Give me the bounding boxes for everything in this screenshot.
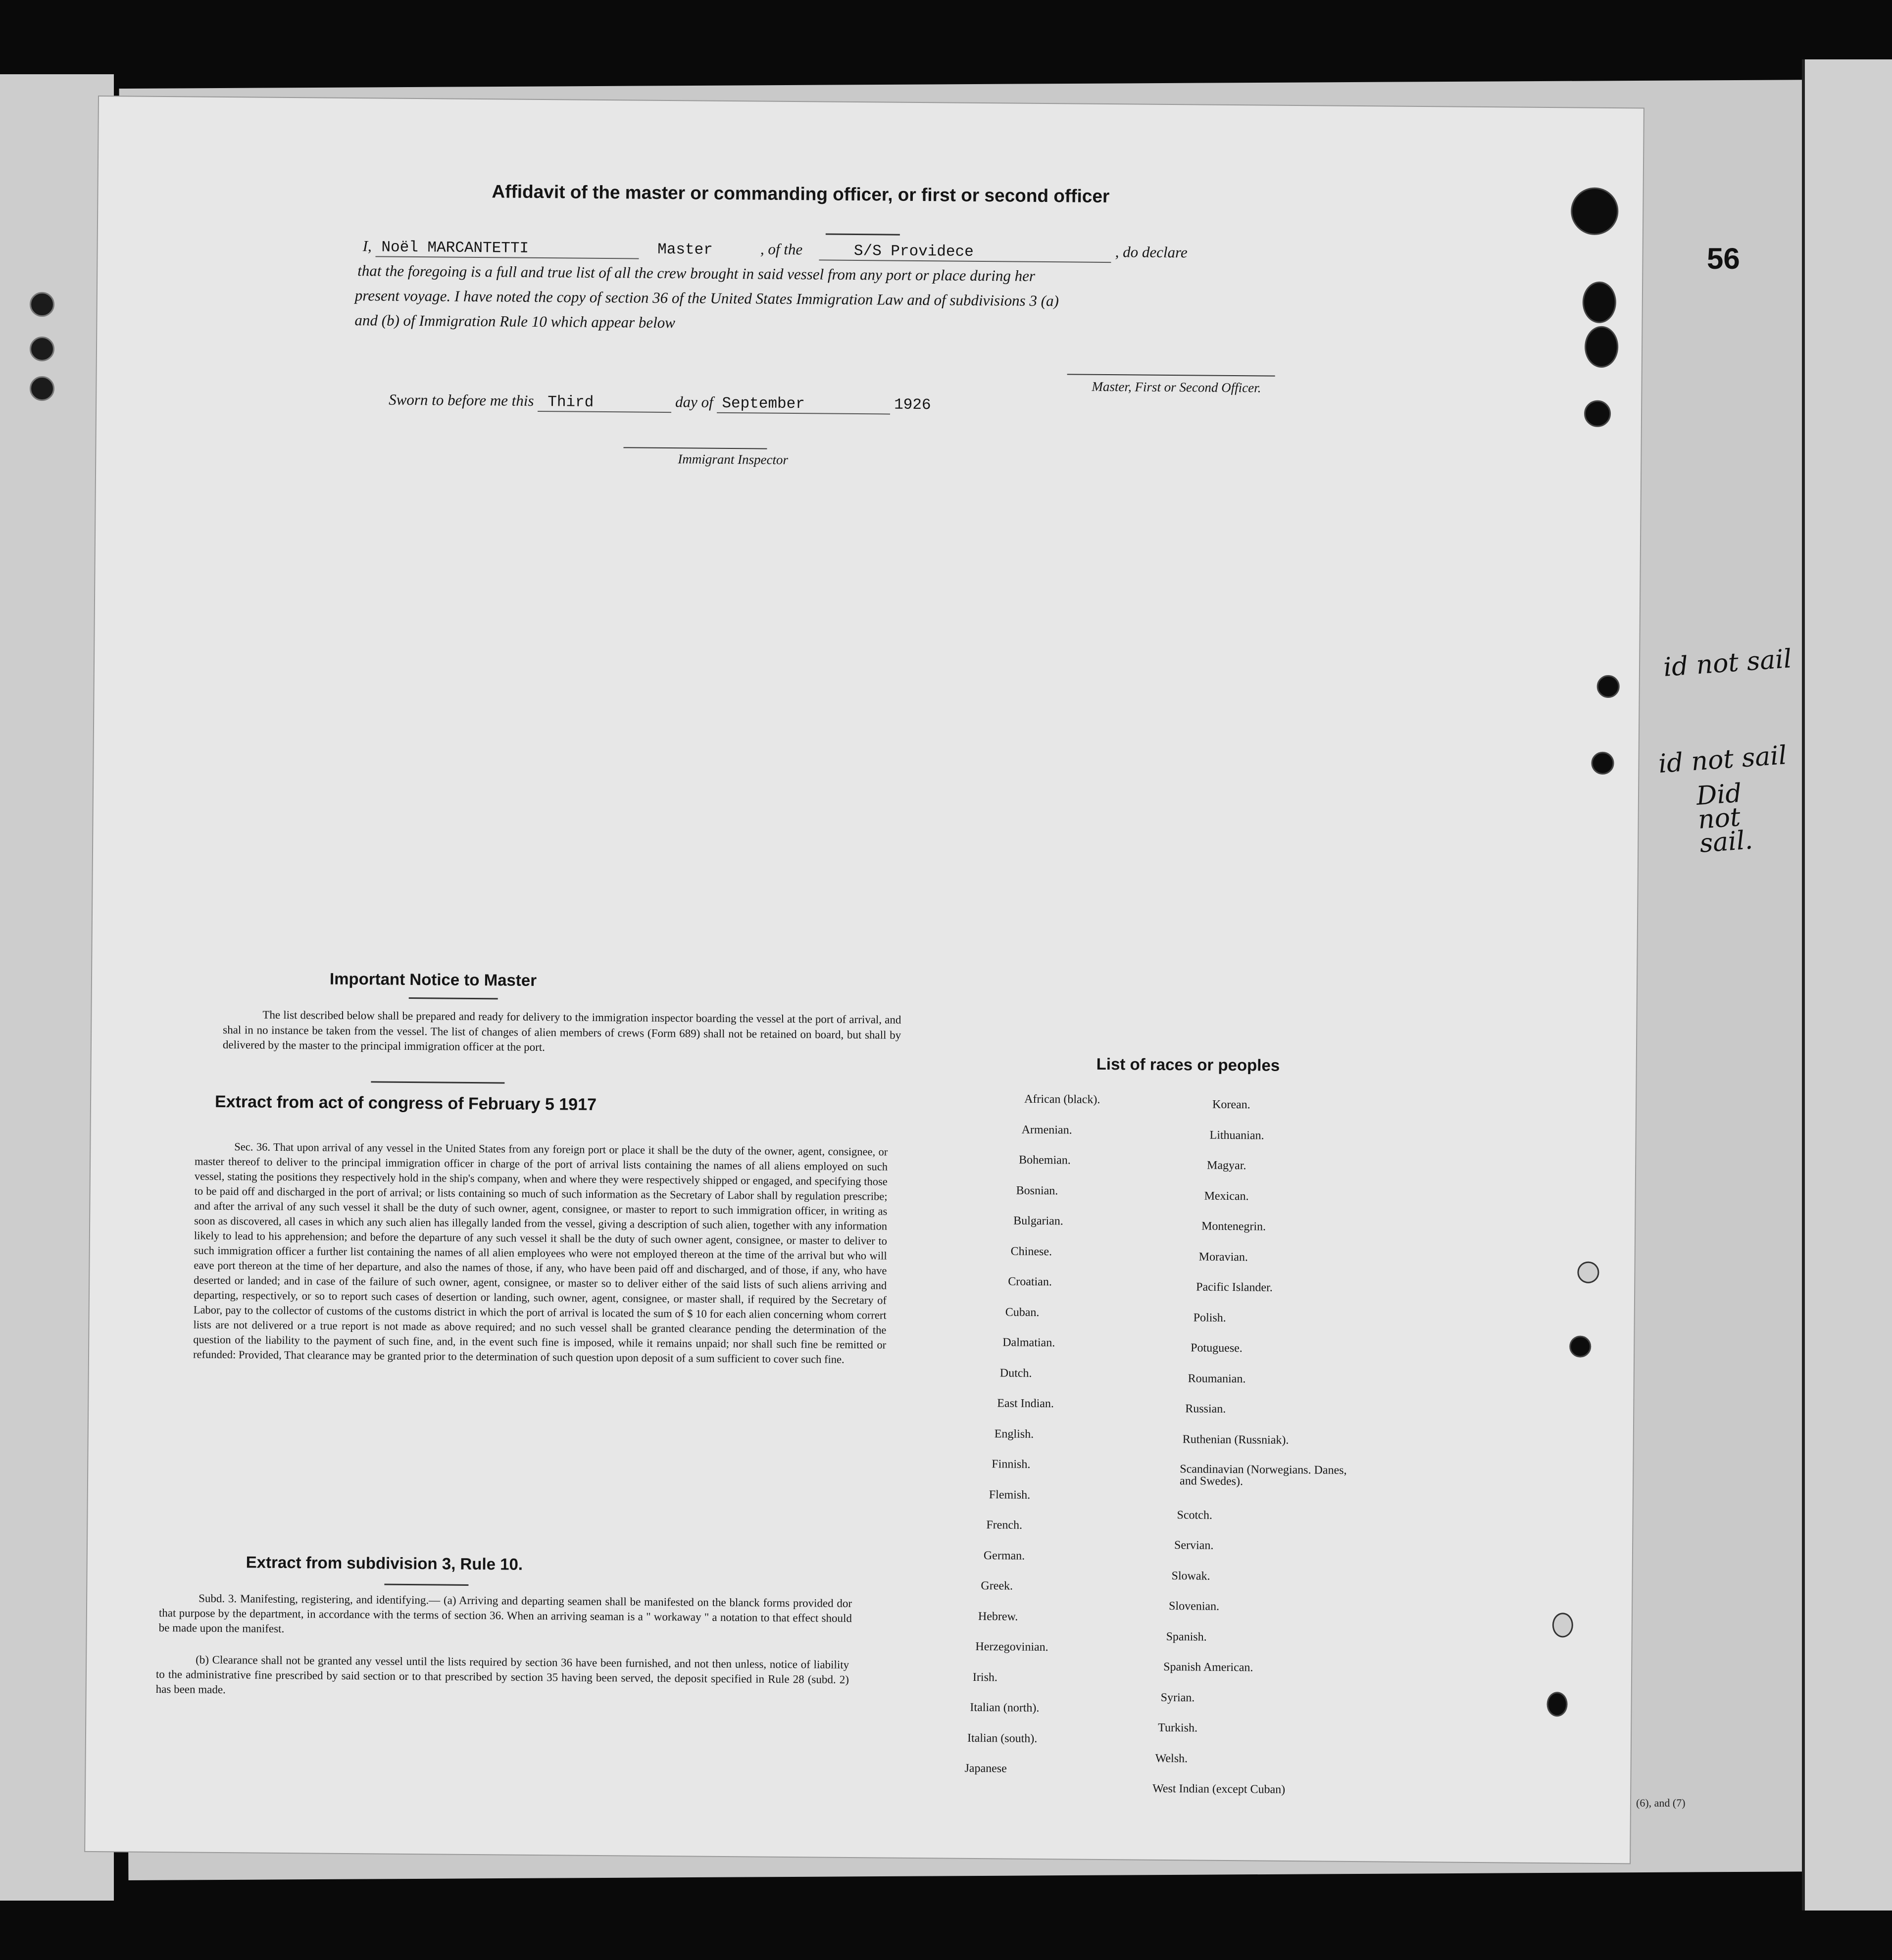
binding-hole [1546,1692,1567,1716]
binding-hole [1585,326,1619,368]
affidavit-do-declare: , do declare [1115,243,1188,261]
race-item-left: Chinese. [1010,1245,1052,1258]
race-item-left: Greek. [981,1579,1013,1593]
binding-hole [1569,1335,1591,1357]
race-item-right: Moravian. [1198,1250,1248,1264]
race-item-left: East Indian. [997,1397,1054,1411]
race-item-right: Servian. [1174,1539,1214,1552]
subdivision-extract-title: Extract from subdivision 3, Rule 10. [246,1553,523,1573]
signature-line [1067,374,1275,376]
punch-hole [30,376,54,401]
binding-hole [1597,675,1620,698]
inspector-caption: Immigrant Inspector [678,451,789,467]
race-item-left: English. [994,1427,1034,1441]
race-item-right: Scotch. [1177,1508,1212,1522]
divider [371,1081,504,1083]
punch-hole [30,337,54,361]
sworn-prefix: Sworn to before me this [389,391,534,409]
affidavit-pronoun: I, [362,237,372,255]
race-item-right: West Indian (except Cuban) [1152,1782,1286,1796]
master-rank: Master [657,241,713,259]
subdivision-para-b: (b) Clearance shall not be granted any vessel until the lists required by section 36 have been furnished, and not then unless, notice of liability to the administrative fine prescribed by said section or to that prescribed by section 35 having been served, the deposit specified in Rule 28 (subd. 2) has been made. [155,1653,849,1696]
race-item-left: Bosnian. [1016,1184,1058,1197]
race-item-right: Spanish. [1166,1630,1207,1644]
race-item-left: Irish. [972,1670,998,1684]
race-item-right: Turkish. [1158,1721,1198,1735]
race-item-right: Magyar. [1207,1159,1246,1173]
race-item-right: Roumanian. [1188,1372,1246,1385]
master-name: Noël MARCANTETTI [375,239,639,259]
binding-hole [1552,1613,1573,1637]
sworn-line [389,391,931,415]
binding-hole [1582,282,1616,324]
race-item-right: Russian. [1185,1402,1226,1416]
race-item-right: Polish. [1193,1311,1226,1324]
race-item-left: Finnish. [992,1458,1031,1471]
race-item-left: Croatian. [1008,1275,1052,1289]
handwritten-note: id not sail [1657,740,1788,779]
race-item-right: Syrian. [1160,1691,1195,1704]
binding-hole [1571,187,1619,235]
race-item-right: Lithuanian. [1209,1128,1264,1142]
race-item-left: German. [983,1549,1025,1563]
punch-hole [30,292,54,317]
race-item-right: Slovenian. [1169,1600,1220,1613]
race-item-left: Herzegovinian. [975,1640,1048,1654]
act-extract-title: Extract from act of congress of February 5 1917 [214,1092,597,1114]
race-item-right: Montenegrin. [1201,1220,1266,1233]
handwritten-note: Did not sail. [1695,778,1754,859]
race-item-right: Scandinavian (Norwegians. Danes, and Swedes). [1179,1463,1347,1488]
affidavit-of-the: , of the [760,240,803,258]
binding-hole [1591,752,1614,775]
subdivision-para-a: Subd. 3. Manifesting, registering, and identifying.— (a) Arriving and departing seamen shall be manifested on the blanck forms provided dor that purpose by the department, in accordance with the terms of section 36. When an arriving seaman is a " workaway " a notation to that effect should be made upon the manifest. [158,1592,852,1635]
divider [384,1584,468,1586]
race-item-left: Flemish. [989,1488,1031,1502]
race-item-right: Ruthenian (Russniak). [1182,1432,1289,1447]
handwritten-note: id not sail [1662,644,1793,683]
race-item-right: Welsh. [1155,1752,1188,1765]
race-item-left: Japanese [964,1762,1007,1775]
divider [826,234,900,236]
underlying-page-right [1802,59,1892,1911]
sworn-year [894,396,931,414]
officer-caption: Master, First or Second Officer. [1092,379,1261,395]
manifest-back-sheet [85,97,1643,1863]
sworn-year-suffix: 26 [912,396,931,414]
affidavit-title: Affidavit of the master or commanding officer, or first or second officer [492,181,1110,207]
race-item-right: Potuguese. [1191,1341,1243,1355]
affidavit-line-1 [362,237,1187,263]
race-item-left: African (black). [1024,1092,1100,1106]
notice-title: Important Notice to Master [329,969,537,989]
affidavit-line-3: present voyage. I have noted the copy of section 36 of the United States Immigration Law and of subdivisions 3 (a) [354,287,1059,310]
race-item-left: Hebrew. [978,1610,1018,1623]
race-item-left: Italian (north). [970,1701,1040,1715]
sworn-day: Third [538,393,671,413]
race-item-left: Bulgarian. [1013,1214,1063,1228]
race-item-left: Armenian. [1021,1123,1072,1137]
sworn-month: September [717,395,890,415]
page-number: 56 [1707,242,1740,275]
race-item-right: Spanish American. [1163,1660,1253,1674]
vessel-name: S/S Providece [819,242,1111,263]
act-extract-body: Sec. 36. That upon arrival of any vessel in the United States from any foreign port or place it shall be the duty of the owner, agent, consignee, or master thereof to deliver to the principal immigration officer in charge of the port of arrival lists containing the names of all aliens employed on such vessel, stating the positions they respectively hold in the ship's company, when and where they were respectively shipped or engaged, and specifying those to be paid off and discharged in the port of arrival; or lists containing so much of such information as the Secretary of Labor shall by regulation prescribe; and after the arrival of any such vessel it shall be the duty of such owner, agent, consignee, or master to report to such immigration officer, in writing as soon as discovered, all cases in which any such alien has illegally landed from the vessel, giving a description of such alien, together with any information likely to lead to his apprehension; and before the departure of any such vessel it shall be the duty of such owner agent, consignee, or master to deliver to such immigration officer a further list containing the names of all alien employees who were not employed thereon at the time of the arrival but who will eave port thereon at the time of her departure, and also the names of those, if any, who have been paid off and discharged, and of those, if any, who have deserted or landed; and in case of the failure of such owner, agent, consignee, or master so to deliver either of the said lists of such aliens arriving and departing, respectively, or so to report such cases of desertion or landing, such owner, agent, consignee, or master shall, if required by the Secretary of Labor, pay to the collector of customs of the customs district in which the port of arrival is located the sum of $ 10 for each alien concerning whom corrert lists are not delivered or a true report is not made as above required; and no such vessel shall be granted clearance pending the determination of the question of the liability to the payment of such fine, and, in the event such fine is imposed, while it remains unpaid; nor shall such fine be remitted or refunded: Provided, That clearance may be granted prior to the determination of such question upon deposit of a sum sufficient to cover such fine. [193,1140,888,1366]
race-item-right: Mexican. [1204,1189,1249,1203]
race-item-left: Cuban. [1005,1305,1040,1319]
race-item-left: Italian (south). [967,1731,1038,1745]
binding-hole [1584,400,1611,427]
race-item-left: Dutch. [999,1366,1032,1380]
race-item-left: Bohemian. [1019,1153,1071,1167]
race-item-right: Slowak. [1171,1569,1210,1583]
divider [409,997,498,999]
affidavit-line-4: and (b) of Immigration Rule 10 which appear below [354,311,676,332]
sworn-day-of: day of [675,393,713,411]
inspector-signature-line [623,447,767,449]
race-item-left: French. [986,1519,1023,1532]
notice-body: The list described below shall be prepared and ready for delivery to the immigration inspector boarding the vessel at the port of arrival, and shal in no instance be taken from the vessel. The list of changes of alien members of crews (Form 689) shall not be retained on board, but shall by delivered by the master to the principal immigration officer at the port. [222,1008,901,1054]
affidavit-line-2: that the foregoing is a full and true list of all the crew brought in said vessel from any port or place during her [357,262,1036,285]
race-item-right: Pacific Islander. [1196,1280,1273,1294]
underlying-footer-fragment: (6), and (7) [1636,1797,1686,1809]
race-item-right: Korean. [1212,1098,1250,1112]
sworn-year-prefix: 19 [894,396,913,414]
race-item-left: Dalmatian. [1002,1336,1055,1350]
races-title: List of races or peoples [1096,1054,1280,1075]
binding-hole [1577,1262,1599,1283]
